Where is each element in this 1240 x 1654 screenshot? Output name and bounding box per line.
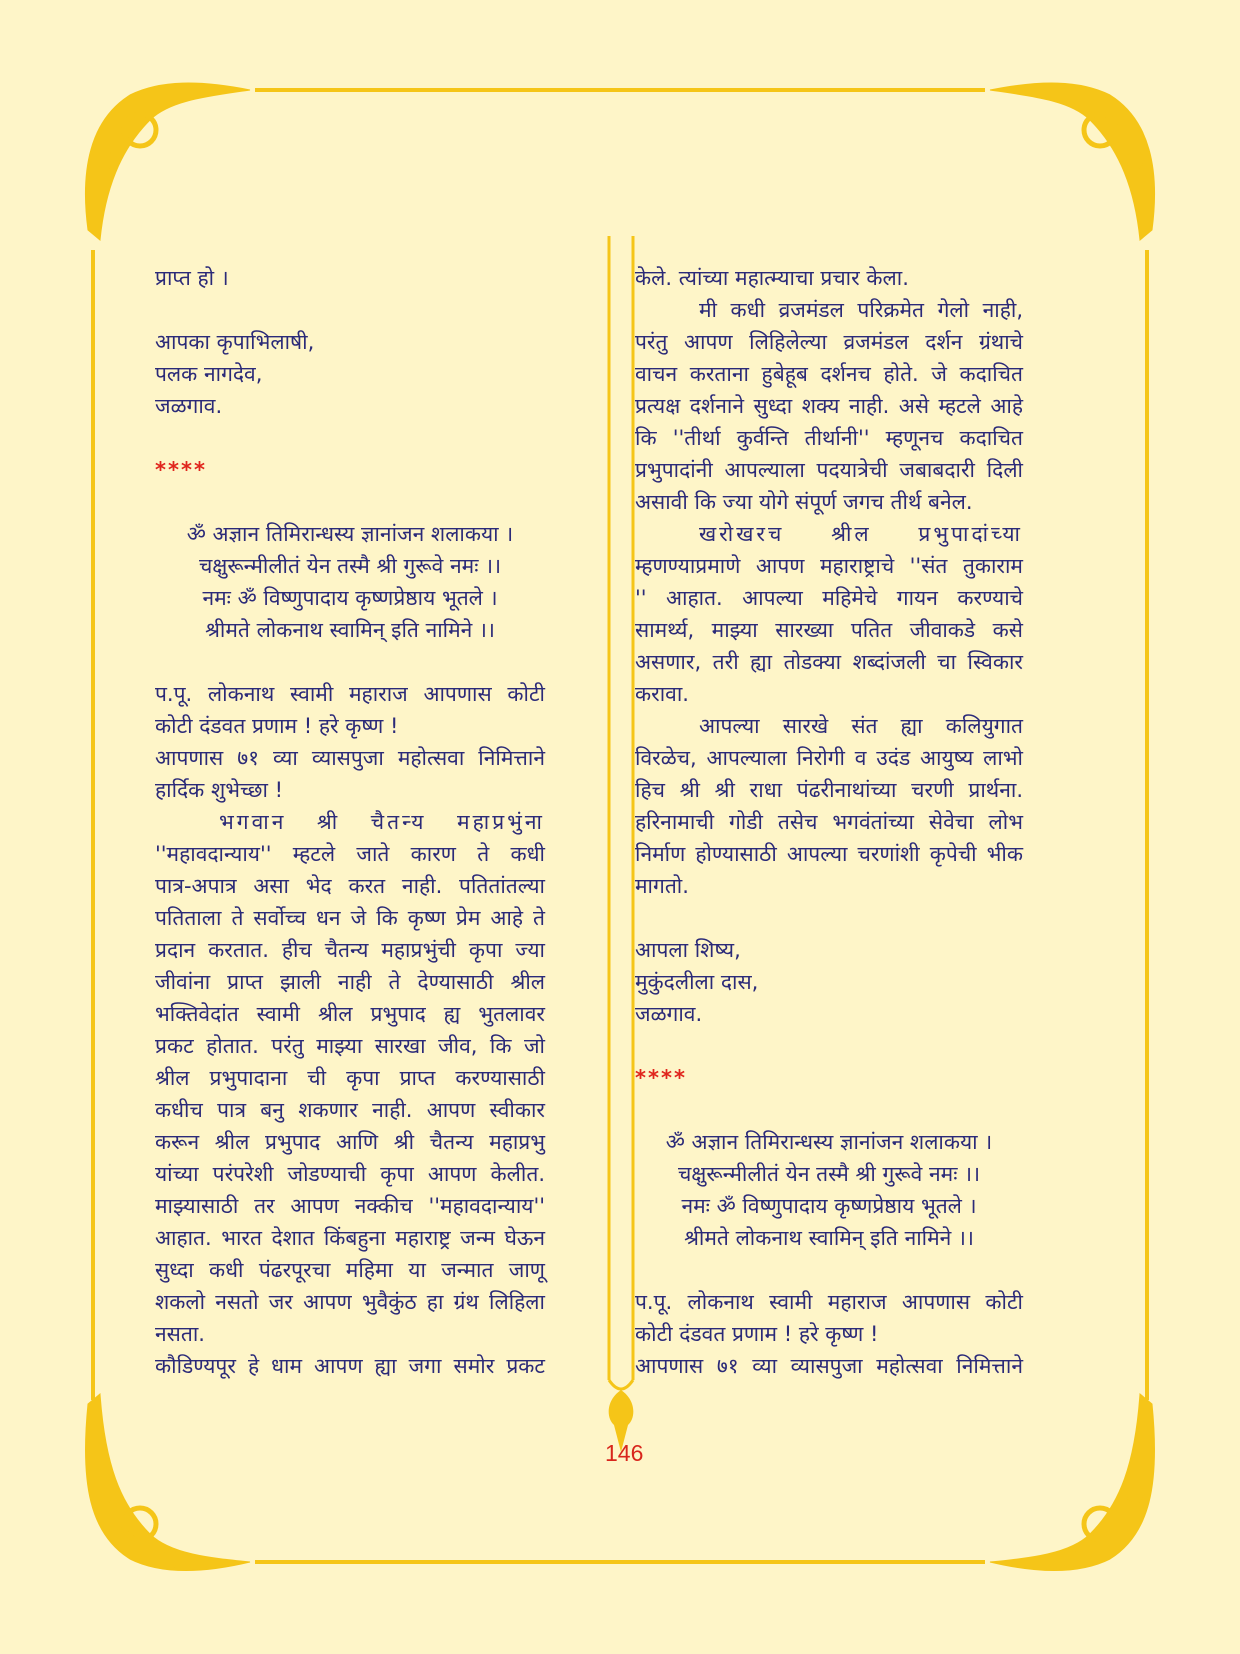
text-line: म्हणण्याप्रमाणे आपण महाराष्ट्राचे ''संत तुकाराम [635,554,1023,578]
text-line: नसता. [155,1322,205,1346]
signature-closing: आपका कृपाभिलाषी, [155,330,315,354]
signature-closing: आपला शिष्य, [635,938,741,962]
text-line: शकलो नसतो जर आपण भुवैकुंठ हा ग्रंथ लिहिला [155,1290,545,1314]
text-line: आपणास ७१ व्या व्यासपुजा महोत्सवा निमित्ताने [635,1354,1023,1378]
text-line: प्रदान करतात. हीच चैतन्य महाप्रभुंची कृपा ज्या [155,938,545,962]
text-line: परंतु आपण लिहिलेल्या व्रजमंडल दर्शन ग्रंथाचे [635,330,1023,354]
corner-ornament-top-left [85,83,250,240]
left-column [155,262,545,1382]
text-line: कि ''तीर्था कुर्वन्ति तीर्थानी'' म्हणूनच कदाचित [635,426,1023,450]
text-line: पतिताला ते सर्वोच्च धन जे कि कृष्ण प्रेम आहे ते [155,906,545,930]
text-line: विरळेच, आपल्याला निरोगी व उदंड आयुष्य लाभो [635,746,1023,770]
text-line: आहात. भारत देशात किंबहुना महाराष्ट्र जन्म घेऊन [155,1226,545,1250]
text-line: मी कधी व्रजमंडल परिक्रमेत गेलो नाही, [699,298,1023,322]
text-line: भगवान श्री चैतन्य महाप्रभुंना [219,810,545,834]
text-line: प्रभुपादांनी आपल्याला पदयात्रेची जबाबदारी दिली [635,458,1023,482]
text-line: असावी कि ज्या योगे संपूर्ण जगच तीर्थ बनेल. [635,490,973,514]
text-line: ''महावदान्याय'' म्हटले जाते कारण ते कधी [155,842,545,866]
text-line: आपल्या सारखे संत ह्या कलियुगात [699,714,1023,738]
corner-ornament-bottom-right [990,1394,1155,1571]
text-line: केले. त्यांच्या महात्म्याचा प्रचार केला. [635,266,909,290]
corner-ornament-bottom-left [85,1394,250,1571]
text-line: खरोखरच श्रील प्रभुपादांच्या [699,522,1023,546]
page-number: 146 [605,1440,644,1466]
text-line: कधीच पात्र बनु शकणार नाही. आपण स्वीकार [155,1098,545,1122]
verse-line: नमः ॐ विष्णुपादाय कृष्णप्रेष्ठाय भूतले । [202,586,498,610]
corner-ornament-top-right [990,83,1155,240]
right-column [635,262,1023,1382]
verse-line: ॐ अज्ञान तिमिरान्धस्य ज्ञानांजन शलाकया । [186,522,514,546]
text-line: प्राप्त हो । [155,266,229,290]
verse-line: चक्षुरून्मीलीतं येन तस्मै श्री गुरूवे नमः ।। [198,554,502,578]
verse-line: चक्षुरून्मीलीतं येन तस्मै श्री गुरूवे नमः ।। [677,1162,981,1186]
signature-name: मुकुंदलीला दास, [635,970,759,994]
text-line: वाचन करताना हुबेहूब दर्शनच होते. जे कदाचित [635,362,1023,386]
verse-line: श्रीमते लोकनाथ स्वामिन् इति नामिने ।। [205,618,495,642]
text-line: करावा. [635,682,689,706]
text-line: माझ्यासाठी तर आपण नक्कीच ''महावदान्याय'' [155,1194,545,1218]
section-separator-stars: **** [635,1066,687,1090]
text-line: असणार, तरी ह्या तोडक्या शब्दांजली चा स्विकार [635,650,1023,674]
text-line: आपणास ७१ व्या व्यासपुजा महोत्सवा निमित्ताने [155,746,545,770]
signature-place: जळगाव. [635,1002,703,1026]
text-line: सुध्दा कधी पंढरपूरचा महिमा या जन्मात जाणू [155,1258,545,1282]
section-separator-stars: **** [155,458,207,482]
text-line: सामर्थ्य, माझ्या सारख्या पतित जीवाकडे कसे [635,618,1023,642]
text-line: यांच्या परंपरेशी जोडण्याची कृपा आपण केलीत. [155,1162,545,1186]
text-line: निर्माण होण्यासाठी आपल्या चरणांशी कृपेची भीक [635,842,1023,866]
signature-place: जळगाव. [155,394,223,418]
text-line: हिच श्री श्री राधा पंढरीनाथांच्या चरणी प्रार्थना. [635,778,1023,802]
verse-line: ॐ अज्ञान तिमिरान्धस्य ज्ञानांजन शलाकया । [665,1130,993,1154]
verse-line: नमः ॐ विष्णुपादाय कृष्णप्रेष्ठाय भूतले । [681,1194,977,1218]
verse-line: श्रीमते लोकनाथ स्वामिन् इति नामिने ।। [684,1226,974,1250]
text-line: श्रील प्रभुपादाना ची कृपा प्राप्त करण्यासाठी [155,1066,545,1090]
text-line: जीवांना प्राप्त झाली नाही ते देण्यासाठी श्रील [155,970,545,994]
text-line: कौडिण्यपूर हे धाम आपण ह्या जगा समोर प्रकट [155,1354,545,1378]
text-line: हार्दिक शुभेच्छा ! [155,778,284,802]
text-line: मागतो. [635,874,689,898]
text-line: '' आहात. आपल्या महिमेचे गायन करण्याचे [635,586,1023,610]
text-line: प्रत्यक्ष दर्शनाने सुध्दा शक्य नाही. असे म्हटले आहे [635,394,1023,418]
text-line: प.पू. लोकनाथ स्वामी महाराज आपणास कोटी [635,1290,1023,1314]
text-line: करून श्रील प्रभुपाद आणि श्री चैतन्य महाप्रभु [155,1130,545,1154]
text-line: भक्तिवेदांत स्वामी श्रील प्रभुपाद ह्य भुतलावर [155,1002,545,1026]
text-line: कोटी दंडवत प्रणाम ! हरे कृष्ण ! [155,714,399,738]
text-line: प्रकट होतात. परंतु माझ्या सारखा जीव, कि जो [155,1034,545,1058]
text-line: प.पू. लोकनाथ स्वामी महाराज आपणास कोटी [155,682,545,706]
text-line: कोटी दंडवत प्रणाम ! हरे कृष्ण ! [635,1322,879,1346]
text-line: पात्र-अपात्र असा भेद करत नाही. पतितांतल्या [155,874,545,898]
signature-name: पलक नागदेव, [155,362,263,386]
text-line: हरिनामाची गोडी तसेच भगवंतांच्या सेवेचा लोभ [635,810,1023,834]
